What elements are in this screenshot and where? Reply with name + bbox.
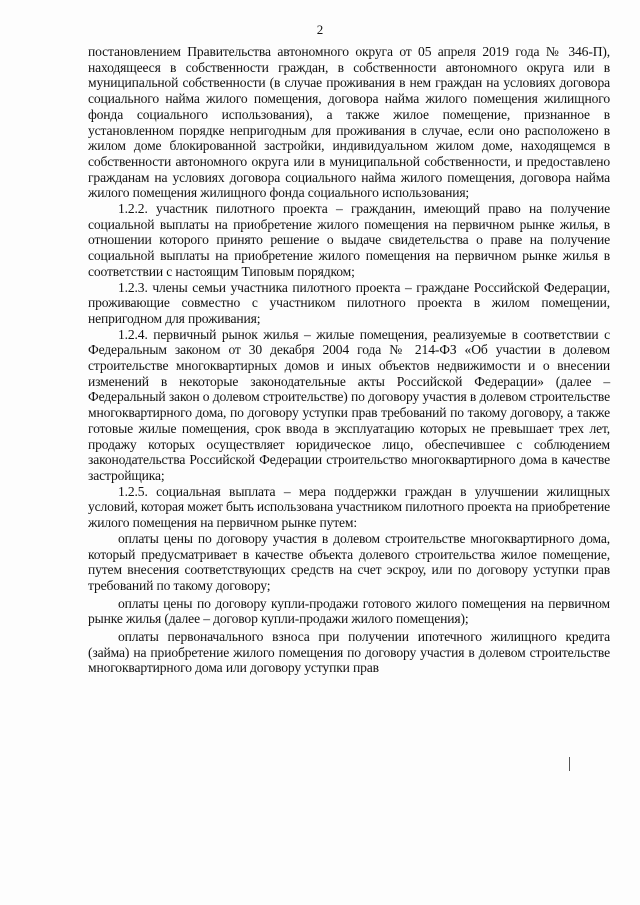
paragraph-1-2-5: 1.2.5. социальная выплата – мера поддержки граждан в улучшении жилищных условий, которая может быть использована участником пилотного проекта на приобретение жилого помещения на первичном рынке путем: [88, 483, 610, 531]
document-body [88, 44, 610, 676]
page-number: 2 [316, 22, 324, 37]
paragraph-1-2-2: 1.2.2. участник пилотного проекта – гражданин, имеющий право на получение социальной выплаты на приобретение жилого помещения на первичном рынке жилья, в отношении которого принято решение о выдаче свидетельства о праве на получение социальной выплаты на приобретение жилого помещения на первичном рынке жилья в соответствии с настоящим Типовым порядком; [88, 201, 610, 279]
paragraph-payment-equity: оплаты цены по договору участия в долевом строительстве многоквартирного дома, который предусматривает в качестве объекта долевого строительства жилое помещение, путем внесения соответствующих средств на счет эскроу, или по договору уступки прав требований по такому договору; [88, 530, 610, 593]
paragraph-continuation: постановлением Правительства автономного округа от 05 апреля 2019 года № 346-П), находящееся в собственности граждан, в собственности автономного округа или в муниципальной собственности (в случае проживания в нем граждан на условиях договора социального найма жилого помещения, договора найма жилого помещения жилищного фонда социального использования), а также жилое помещение, признанное в установленном порядке непригодным для проживания в случае, если оно расположено в жилом доме блокированной застройки, индивидуальном жилом доме, находящемся в собственности автономного округа или в муниципальной собственности, и предоставлено гражданам на условиях договора социального найма жилого помещения, договора найма жилого помещения жилищного фонда социального использования; [88, 44, 610, 201]
paragraph-1-2-4: 1.2.4. первичный рынок жилья – жилые помещения, реализуемые в соответствии с Федеральным законом от 30 декабря 2004 года № 214-ФЗ «Об участии в долевом строительстве многоквартирных домов и иных объектов недвижимости и о внесении изменений в некоторые законодательные акты Российской Федерации» (далее – Федеральный закон о долевом строительстве) по договору участия в долевом строительстве многоквартирного дома, по договору уступки прав требований по такому договору, а также готовые жилые помещения, срок ввода в эксплуатацию которых не превышает трех лет, продажу которых осуществляет юридическое лицо, обеспечившее с соблюдением законодательства Российской Федерации строительство многоквартирного дома в качестве застройщика; [88, 326, 610, 483]
paragraph-1-2-3: 1.2.3. члены семьи участника пилотного проекта – граждане Российской Федерации, проживающие совместно с участником пилотного проекта в жилом помещении, непригодном для проживания; [88, 279, 610, 326]
paragraph-payment-purchase: оплаты цены по договору купли-продажи готового жилого помещения на первичном рынке жилья (далее – договор купли-продажи жилого помещения); [88, 595, 610, 627]
scan-margin-mark [569, 757, 570, 771]
paragraph-payment-mortgage: оплаты первоначального взноса при получении ипотечного жилищного кредита (займа) на приобретение жилого помещения по договору участия в долевом строительстве многоквартирного дома или договору уступки прав [88, 629, 610, 676]
